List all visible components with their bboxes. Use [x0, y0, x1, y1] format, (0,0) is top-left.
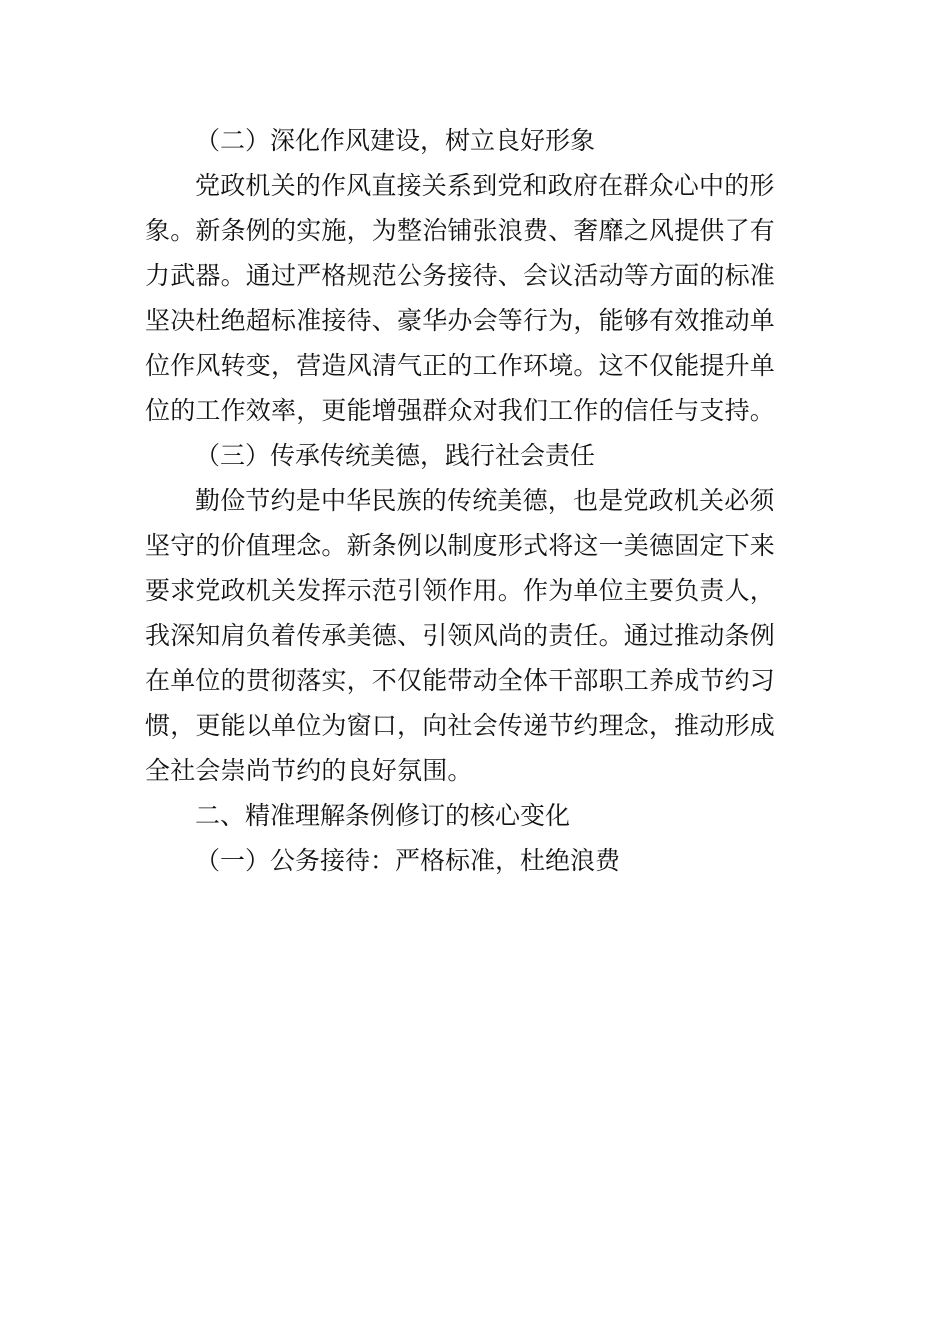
- subheading-inherit-virtues: （三）传承传统美德，践行社会责任: [195, 441, 596, 470]
- paragraph-line: 位作风转变，营造风清气正的工作环境。这不仅能提升单: [145, 351, 776, 380]
- subheading-official-reception: （一）公务接待：严格标准，杜绝浪费: [195, 846, 621, 875]
- paragraph-line: 党政机关的作风直接关系到党和政府在群众心中的形: [195, 171, 775, 200]
- paragraph-line: 象。新条例的实施，为整治铺张浪费、奢靡之风提供了有: [145, 216, 776, 245]
- section-heading-core-changes: 二、精准理解条例修订的核心变化: [195, 801, 571, 830]
- paragraph-line: 要求党政机关发挥示范引领作用。作为单位主要负责人，: [145, 576, 776, 605]
- paragraph-line: 惯，更能以单位为窗口，向社会传递节约理念，推动形成: [145, 711, 776, 740]
- paragraph-line: 勤俭节约是中华民族的传统美德，也是党政机关必须: [195, 486, 775, 515]
- paragraph-line: 位的工作效率，更能增强群众对我们工作的信任与支持。: [145, 396, 776, 425]
- paragraph-line: 全社会崇尚节约的良好氛围。: [145, 756, 473, 785]
- paragraph-line: 力武器。通过严格规范公务接待、会议活动等方面的标准: [145, 261, 776, 290]
- paragraph-line: 坚守的价值理念。新条例以制度形式将这一美德固定下来: [145, 531, 776, 560]
- paragraph-line: 我深知肩负着传承美德、引领风尚的责任。通过推动条例: [145, 621, 776, 650]
- paragraph-line: 在单位的贯彻落实，不仅能带动全体干部职工养成节约习: [145, 666, 776, 695]
- subheading-deepen-work-style: （二）深化作风建设，树立良好形象: [195, 126, 596, 155]
- paragraph-line: 坚决杜绝超标准接待、豪华办会等行为，能够有效推动单: [145, 306, 776, 335]
- document-body: [145, 118, 810, 883]
